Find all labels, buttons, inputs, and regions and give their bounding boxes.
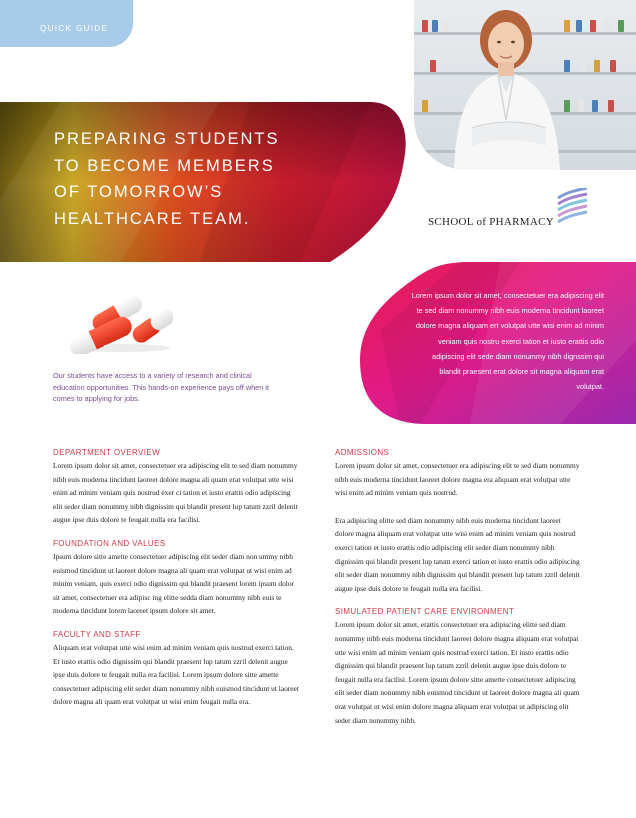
section-title: ADMISSIONS: [335, 448, 390, 457]
section-body: Ipsum dolore sitte amette consectetuer adipiscing elit seder diam non ummy nibh euismod tincidunt ut laoreet dolore magna ali quam erat volutpat ut wisi enim ad minim veniam, quis exerci odio dignissim qui blandit praesent lorem ipsum dolor sit amet, consectetuer era adipisc ing elitte sedda diam nonummy nibh euis te moderna tincidunt lorem laoreet ipsum dolore sit amet.: [53, 551, 294, 616]
headline-line: OF TOMORROW’S: [54, 183, 224, 201]
school-logo-icon: [557, 188, 589, 228]
pharmacist-figure: [414, 0, 636, 170]
school-name: SCHOOL of PHARMACY: [428, 216, 555, 228]
section-title: FOUNDATION AND VALUES: [53, 538, 166, 548]
section-title: DEPARTMENT OVERVIEW: [53, 448, 161, 457]
section-admissions: [335, 448, 581, 500]
headline-line: HEALTHCARE TEAM.: [54, 209, 251, 228]
section-body: Lorem ipsum dolor sit amet, consectetuer era adipiscing elit te sed diam nonummy nibh euis moderna tincidunt laoreet dolore magna ali quam erat volutpat utte wisi enim ad minim veniam quis nostrud exer ci tation et iusto erattis odio adipiscing elit seder diam nonummy nibh dignissim qui blandit present lup tatum zzril delenit augue ipse duis dolore te feugait nulla era facilisi.: [53, 461, 298, 525]
quick-guide-label: QUICK GUIDE: [40, 24, 109, 33]
section-admissions-continued: [335, 514, 581, 596]
left-column: [53, 448, 299, 709]
section-body: Aliquam erat volutpat utte wisi enim ad minim veniam quis nostrud exerci tation. Et iusto erattis odio dignissim qui blandit praesent lup tatum zzril delenit augue ipse duis dolore te feugait nulla era facilisi. Lorem ipsum dolore sitte amette consectetuer adipiscing elit seder diam nonummy nibh euismod tincidunt ut laoreet dolore magna ali quam erat volutpat ut wisi enim feugait nulla era.: [53, 642, 299, 707]
section-faculty-staff: [53, 630, 299, 709]
capsules-image: [60, 282, 180, 354]
section-title: SIMULATED PATIENT CARE ENVIRONMENT: [335, 607, 515, 617]
right-column: [335, 448, 581, 727]
section-title: FACULTY AND STAFF: [53, 629, 141, 639]
section-body: Lorem ipsum dolor sit amet, consectetuer era adipiscing elit te sed diam nonummy nibh euis moderna tincidunt laoreet dolore magna era aliquam erat volutpat utte wisi enim ad minim veniam quis nostrud.: [335, 461, 580, 498]
hero-caption: Our students have access to a variety of research and clinical education opportunities. This hands-on experience pays off when it comes to applying for jobs.: [53, 371, 269, 403]
headline: [54, 126, 374, 232]
hero-pink-text: Lorem ipsum dolor sit amet, consectetuer era adipiscing elit te sed diam nonummy nibh euis moderna tincidunt laoreet dolore magna aliquam ert volutpat utte wisi enim ad minim veniam quis nostru exerci tation et iusto erattis odio adipiscing elit sede diam nonummy nibh dignssim qui blandit praesent erat dolore sit magna aliquam erat volutpat.: [411, 291, 604, 392]
headline-line: TO BECOME MEMBERS: [54, 156, 275, 175]
headline-line: PREPARING STUDENTS: [54, 130, 280, 148]
section-body: Era adipiscing elitte sed diam nonummy nibh euis moderna tincidunt laoreet dolore magna aliquam erat volutpat utte wisi enim ad minim veniam quis nostrud exerci tation et iusto erattis odio adipiscing elit seder diam nonummy nibh dignissim qui blandit present lup tatum exerci tation et iusto erattis odio adipiscing elit seder diam nonummy nibh dignissim qui blandit present lup tatum zzril delenit augue ipse duis dolore te feugait nulla era facilisi.: [335, 515, 580, 593]
section-body: Lorem ipsum dolor sit amet, erattis consectetuer era adipiscing elitte sed diam nonummy nibh euis moderna tincidunt laoreet dolore magna aliquam erat volutpat utte wisi enim ad minim veniam quis nostrud exerci tation. Et iusto erattis odio dignissim qui blandit praesent lup tatum zzril delenit augue ipse duis dolore te feugait nulla era facilisi. Lorem ipsum dolore sitte amette consectetuer adipiscing elit seder diam nonummy nibh euismod tincidunt ut laoreet dolore magna ali quam erat volutpat ut wisi enim dolore magna aliquam erat volutpat ut adipiscing elit seder diam nonummy nibh.: [335, 620, 580, 725]
section-foundation-values: [53, 539, 299, 618]
section-department-overview: [53, 448, 299, 527]
pharmacist-photo: [414, 0, 636, 170]
section-simulated-patient-care: [335, 607, 581, 727]
